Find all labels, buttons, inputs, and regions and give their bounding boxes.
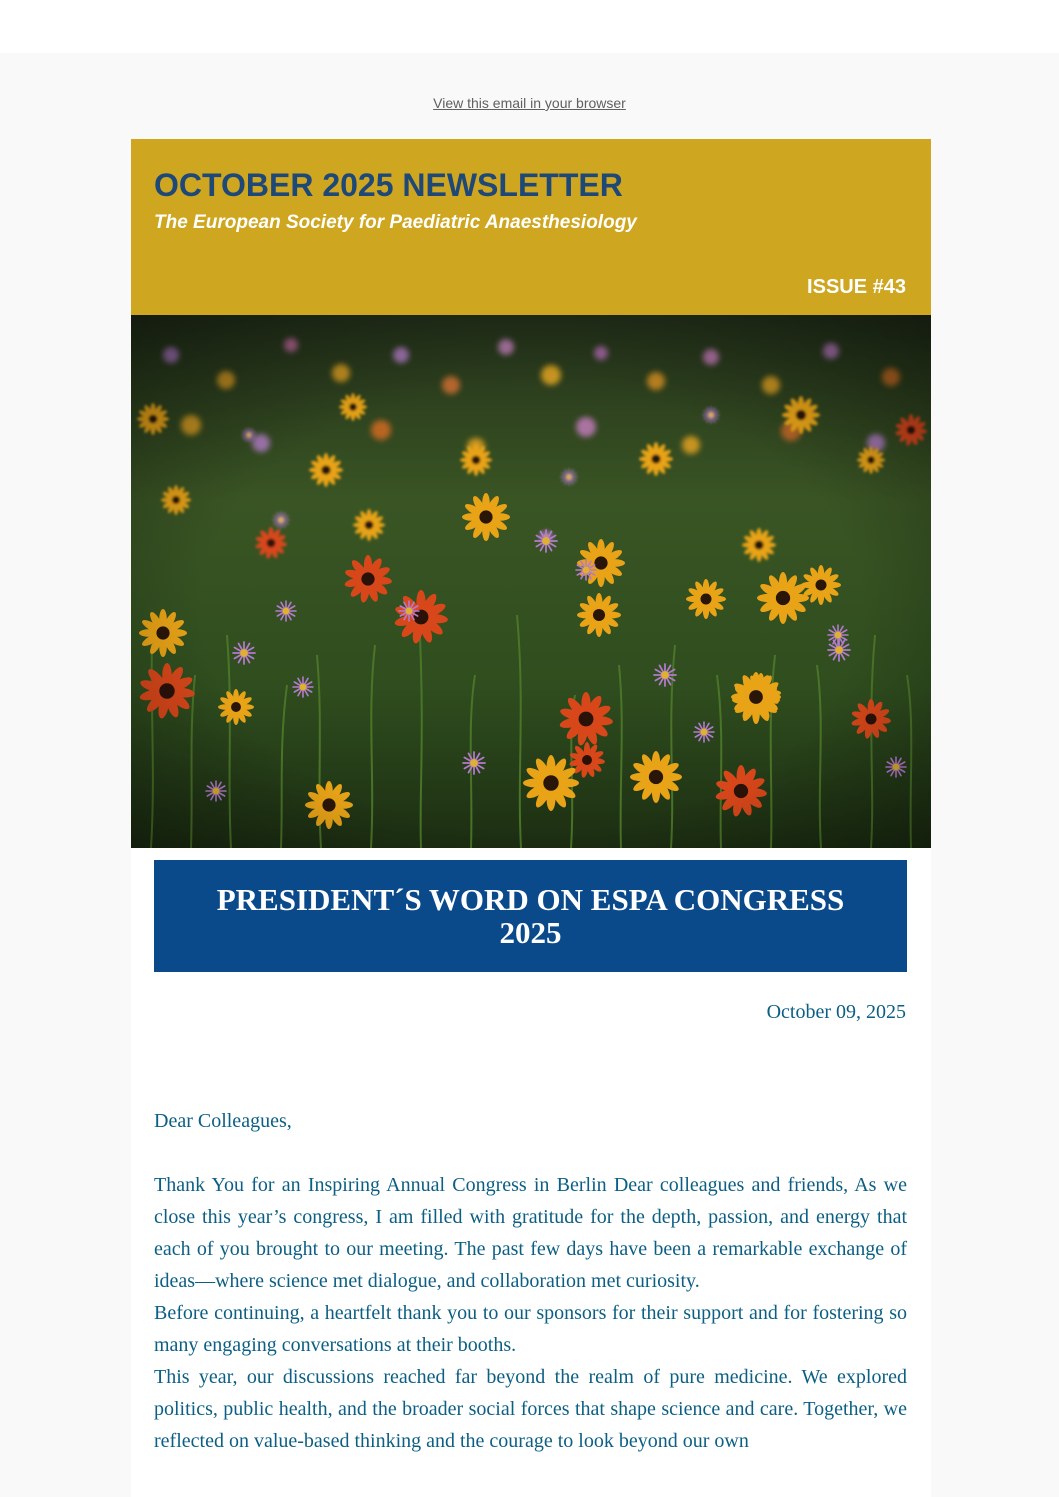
issue-number: ISSUE #43 <box>807 276 906 298</box>
society-name: The European Society for Paediatric Anaesthesiology <box>154 212 637 233</box>
letter-body <box>154 1105 907 1457</box>
newsletter-title: OCTOBER 2025 NEWSLETTER <box>154 167 623 203</box>
hero-image-wildflower-meadow <box>131 315 931 848</box>
section-title: PRESIDENT´S WORD ON ESPA CONGRESS 2025 <box>216 882 845 950</box>
email-container <box>131 139 931 1497</box>
view-in-browser-link[interactable]: View this email in your browser <box>433 95 626 111</box>
letter-greeting: Dear Colleagues, <box>154 1110 292 1132</box>
section-banner <box>154 860 907 972</box>
letter-paragraph-3: This year, our discussions reached far beyond the realm of pure medicine. We explored politics, public health, and the broader social forces that shape science and care. Together, we reflected on value-based thinking and the courage to look beyond our own <box>154 1366 907 1452</box>
letter-paragraph-2: Before continuing, a heartfelt thank you to our sponsors for their support and for fostering so many engaging conversations at their booths. <box>154 1302 907 1356</box>
post-date: October 09, 2025 <box>766 1001 906 1023</box>
newsletter-header <box>131 139 931 315</box>
letter-paragraph-1: Thank You for an Inspiring Annual Congress in Berlin Dear colleagues and friends, As we close this year’s congress, I am filled with gratitude for the depth, passion, and energy that each of you brought to our meeting. The past few days have been a remarkable exchange of ideas—where science met dialogue, and collaboration met curiosity. <box>154 1174 907 1292</box>
